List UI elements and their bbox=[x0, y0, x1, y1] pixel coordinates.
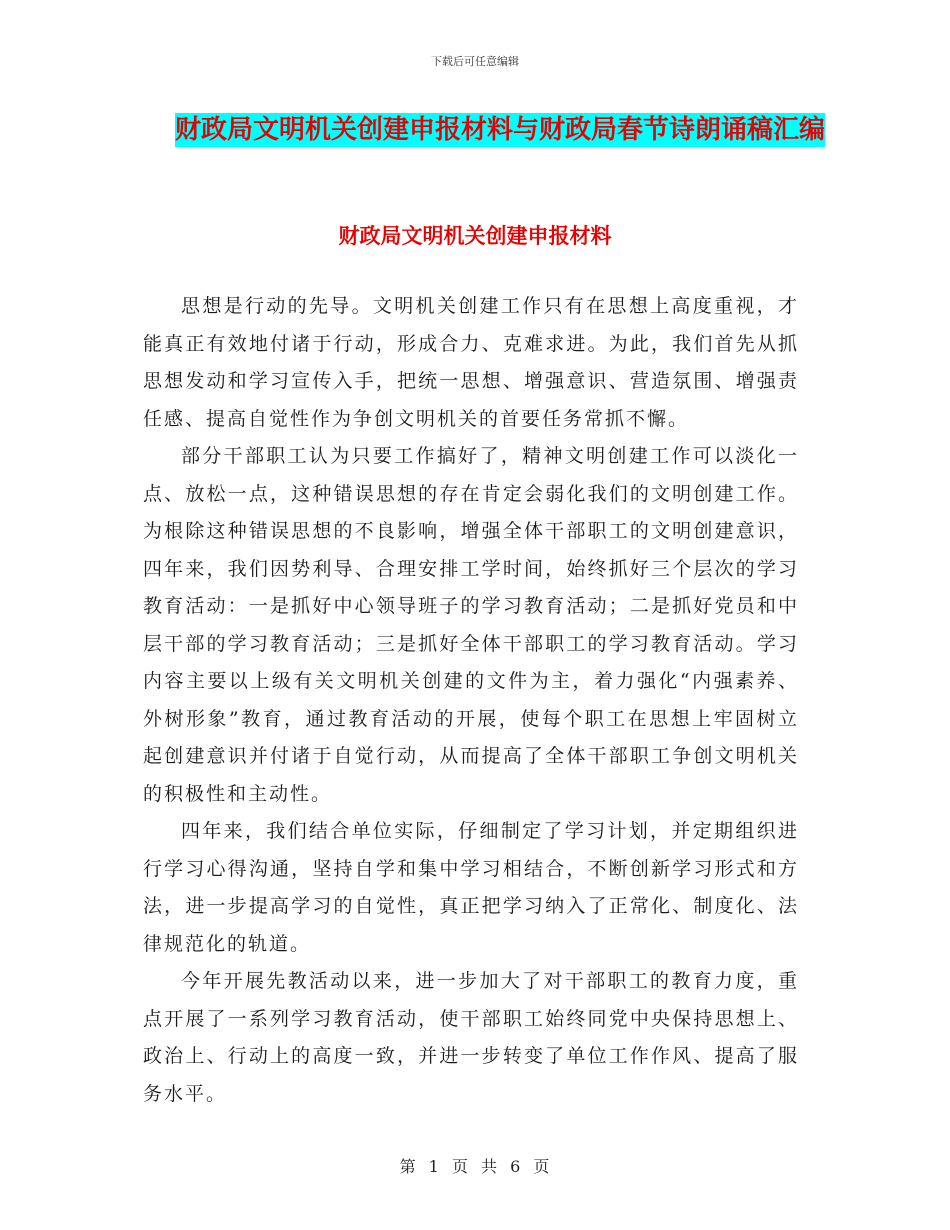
paragraph: 四年来，我们结合单位实际，仔细制定了学习计划，并定期组织进行学习心得沟通，坚持自学和集中学习相结合，不断创新学习形式和方法，进一步提高学习的自觉性，真正把学习纳入了正常化、制度化、法律规范化的轨道。 bbox=[143, 820, 799, 955]
document-title-text: 财政局文明机关创建申报材料与财政局春节诗朗诵稿汇编 bbox=[174, 115, 825, 145]
document-title bbox=[150, 108, 850, 152]
page-footer: 第 1 页 共 6 页 bbox=[399, 1157, 551, 1176]
body-text bbox=[143, 288, 799, 1113]
paragraph: 思想是行动的先导。文明机关创建工作只有在思想上高度重视，才能真正有效地付诸于行动，形成合力、克难求进。为此，我们首先从抓思想发动和学习宣传入手，把统一思想、增强意识、营造氛围、增强责任感、提高自觉性作为争创文明机关的首要任务常抓不懈。 bbox=[143, 295, 799, 430]
header-note: 下载后可任意编辑 bbox=[431, 55, 519, 68]
section-title: 财政局文明机关创建申报材料 bbox=[338, 224, 612, 248]
paragraph: 部分干部职工认为只要工作搞好了，精神文明创建工作可以淡化一点、放松一点，这种错误思想的存在肯定会弱化我们的文明创建工作。为根除这种错误思想的不良影响，增强全体干部职工的文明创建意识，四年来，我们因势利导、合理安排工学时间，始终抓好三个层次的学习教育活动：一是抓好中心领导班子的学习教育活动；二是抓好党员和中层干部的学习教育活动；三是抓好全体干部职工的学习教育活动。学习内容主要以上级有关文明机关创建的文件为主，着力强化“内强素养、外树形象”教育，通过教育活动的开展，使每个职工在思想上牢固树立起创建意识并付诸于自觉行动，从而提高了全体干部职工争创文明机关的积极性和主动性。 bbox=[143, 445, 799, 805]
paragraph: 今年开展先教活动以来，进一步加大了对干部职工的教育力度，重点开展了一系列学习教育活动，使干部职工始终同党中央保持思想上、政治上、行动上的高度一致，并进一步转变了单位工作作风、提高了服务水平。 bbox=[143, 970, 799, 1105]
